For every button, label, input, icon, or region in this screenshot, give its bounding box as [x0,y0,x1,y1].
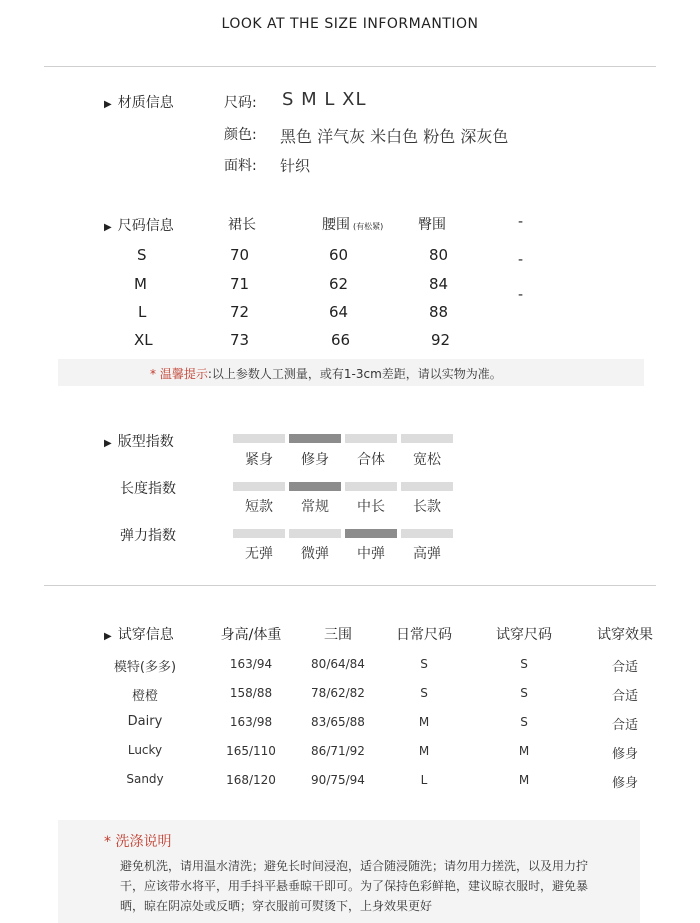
length-index-label: 长度指数 [120,481,176,497]
tryon-cell: 模特(多多) [113,660,177,675]
tryon-cell: 修身 [611,747,638,762]
index-bar [289,529,341,538]
index-option: 中弹 [357,546,385,562]
tryon-cell: L [420,773,428,787]
stretch-index-label: 弹力指数 [120,528,176,544]
size-row-skirt: 70 [230,246,250,264]
index-bar [401,434,453,443]
index-option: 高弹 [413,546,441,562]
divider [44,585,656,586]
tryon-header: 试穿尺码 [496,627,552,643]
size-row-size: XL [134,331,153,349]
tryon-header: 身高/体重 [220,627,282,643]
tryon-cell: 橙橙 [131,689,158,704]
tryon-cell: S [520,715,528,729]
index-bar-selected [345,529,397,538]
index-option: 合体 [357,452,385,468]
tryon-cell: Sandy [126,772,164,786]
index-bar [233,434,285,443]
triangle-right-icon: ▶ [104,99,112,110]
size-row-size: L [138,303,147,321]
size-row-hip: 84 [429,275,449,293]
size-row-waist: 60 [329,246,349,264]
tryon-cell: 158/88 [229,686,273,700]
size-table-section-text: 尺码信息 [117,218,174,234]
index-option: 微弹 [301,546,329,562]
size-row-hip: 80 [429,246,449,264]
index-option: 修身 [301,452,329,468]
index-bar [401,529,453,538]
tryon-cell: 合适 [611,718,638,733]
tryon-header: 日常尺码 [396,627,452,643]
size-row-waist: 62 [329,275,349,293]
index-bar-selected [289,434,341,443]
size-row-skirt: 73 [230,331,250,349]
page-title: LOOK AT THE SIZE INFORMANTION [221,16,479,32]
tryon-cell: M [418,715,430,729]
tryon-cell: 80/64/84 [311,657,365,671]
tryon-cell: 165/110 [226,744,276,758]
fabric-value: 针织 [280,157,311,175]
size-row-skirt: 71 [230,275,250,293]
index-option: 宽松 [413,452,441,468]
triangle-right-icon: ▶ [104,631,112,642]
index-bar [345,434,397,443]
tryon-cell: S [520,657,528,671]
size-label: 尺码: [224,95,257,111]
tryon-cell: 合适 [611,660,638,675]
tryon-cell: 86/71/92 [311,744,365,758]
material-section-label [104,92,174,112]
col-waist-text: 腰围 [322,217,350,233]
tryon-cell: M [518,744,530,758]
tip-star: * [150,367,160,381]
index-bar [401,482,453,491]
index-bar-selected [289,482,341,491]
index-option: 中长 [357,499,385,515]
divider [44,66,656,67]
material-section-text: 材质信息 [117,95,174,111]
tryon-cell: S [420,657,428,671]
tryon-cell: 163/94 [229,657,273,671]
color-label: 颜色: [224,127,257,143]
color-value: 黑色 洋气灰 米白色 粉色 深灰色 [280,127,509,146]
col-waist [322,214,383,234]
index-bar [345,482,397,491]
dash-mark: - [518,252,524,268]
tryon-cell: S [420,686,428,700]
tryon-header: 试穿效果 [597,627,653,643]
size-row-waist: 64 [329,303,349,321]
size-row-size: M [134,275,147,293]
fit-index-text: 版型指数 [117,434,174,450]
tryon-cell: 修身 [611,776,638,791]
size-row-size: S [137,246,147,264]
index-option: 无弹 [245,546,273,562]
fabric-label: 面料: [224,158,257,174]
tryon-cell: Dairy [127,714,163,729]
size-value: S M L XL [282,89,367,110]
index-option: 长款 [413,499,441,515]
col-hip: 臀围 [418,217,446,233]
index-option: 短款 [245,499,273,515]
tryon-cell: S [520,686,528,700]
index-bar [233,482,285,491]
tryon-header: 三围 [324,627,352,643]
wash-title: * 洗涤说明 [104,834,172,850]
size-row-hip: 88 [429,303,449,321]
col-skirt-length: 裙长 [228,217,256,233]
dash-mark: - [518,214,524,230]
triangle-right-icon: ▶ [104,222,112,233]
tip-body: :以上参数人工测量，或有1-3cm差距，请以实物为准。 [207,367,502,381]
tryon-cell: Lucky [127,743,163,757]
size-row-hip: 92 [431,331,451,349]
dash-mark: - [518,287,524,303]
fit-index-label [104,431,174,451]
tryon-cell: 168/120 [226,773,276,787]
index-option: 紧身 [245,452,273,468]
wash-text: 避免机洗，请用温水清洗；避免长时间浸泡，适合随浸随洗；请勿用力搓洗，以及用力拧干，应该带水将平，用手抖平悬垂晾干即可。为了保持色彩鲜艳，建议晾衣服时，避免暴晒，晾在阴凉处或反晒；穿衣服前可熨烫下，上身效果更好 [120,859,589,913]
col-waist-note: (有松紧) [353,222,384,231]
tryon-cell: 163/98 [229,715,273,729]
tryon-header [104,624,174,644]
triangle-right-icon: ▶ [104,438,112,449]
index-bar [233,529,285,538]
tryon-cell: M [518,773,530,787]
size-table-section-label [104,215,174,235]
tip-text [150,365,502,382]
tryon-cell: M [418,744,430,758]
index-option: 常规 [301,499,329,515]
size-row-skirt: 72 [230,303,250,321]
tryon-cell: 78/62/82 [311,686,365,700]
tip-label: 温馨提示 [159,367,208,381]
size-row-waist: 66 [331,331,351,349]
tryon-cell: 合适 [611,689,638,704]
tryon-cell: 90/75/94 [311,773,365,787]
tryon-cell: 83/65/88 [311,715,365,729]
tryon-header-text: 试穿信息 [117,627,174,643]
